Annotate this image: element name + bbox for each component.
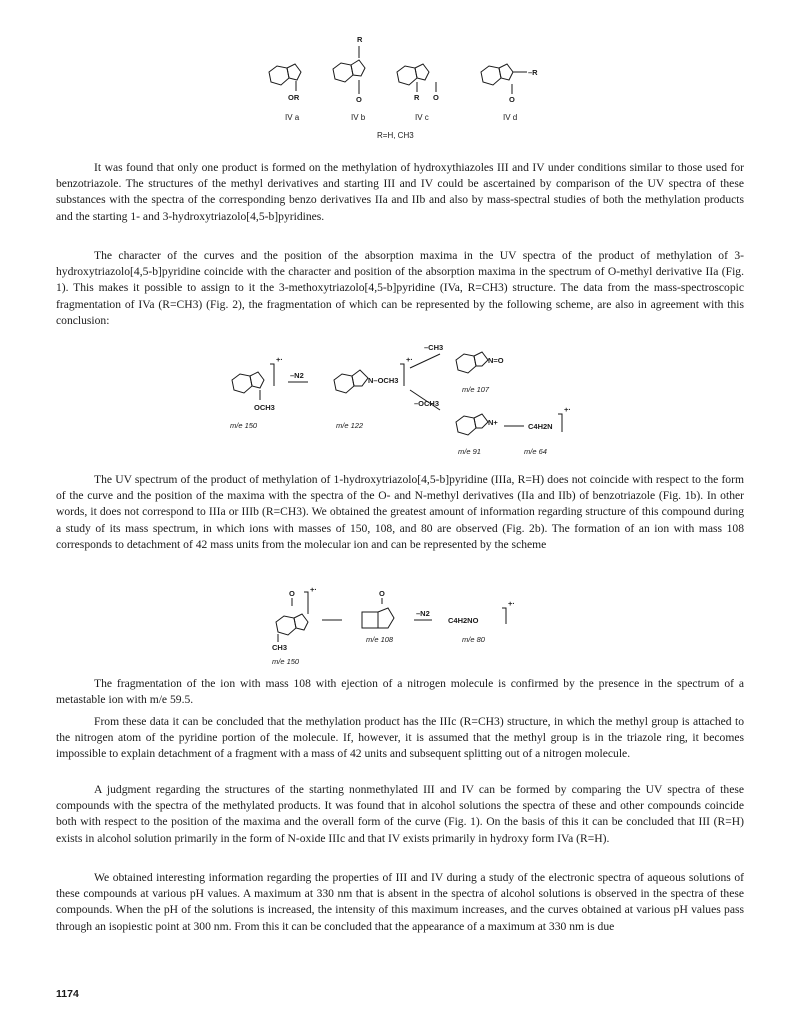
label-ivc: IV c xyxy=(415,113,429,122)
scheme2-o-text-1: O xyxy=(289,589,295,598)
scheme1-mz-91-label: m/e 91 xyxy=(458,447,481,456)
ivc-o-text: O xyxy=(433,93,439,102)
paragraph-2: The character of the curves and the position of the absorption maxima in the UV spectra of the product of methylation of 3-hydroxytriazolo[4,5-b]pyridine coincide with the character and position of the absorption maxima in the spectrum of O-methyl derivative IIa (Fig. 1). This makes it possible to assign to it the 3-methoxytriazolo[4,5-b]pyridine (IVa, R=CH3) structure. The data from the mass-spectroscopic fragmentation of IVa (R=CH3) (Fig. 2), the fragmentation of which can be represented by the following scheme, are also in agreement with this conclusion: xyxy=(56,249,744,327)
paragraph-7: We obtained interesting information regarding the properties of III and IV during a study of the electronic spectra of aqueous solutions of these compounds at various pH values. A maximum at 330 nm that is absent in the spectra of alcohol solutions is observed in the spectra of these compounds. When the pH of the solutions is increased, the intensity of this maximum increases, and the curves obtained at various pH values pass through an isopiestic point at 300 nm. From this it can be concluded that the appearance of a maximum at 330 nm is due xyxy=(56,871,744,933)
ivc-r-text: R xyxy=(414,93,420,102)
fragmentation-scheme-2 xyxy=(266,584,536,668)
scheme1-loss-ch3-text: –CH3 xyxy=(424,343,444,352)
structures-figure xyxy=(255,14,545,140)
scheme2-o-text-2: O xyxy=(379,589,385,598)
ivb-r-text: R xyxy=(357,35,363,44)
scheme1-och3-text: OCH3 xyxy=(254,403,275,412)
scheme2-radical-cation-2: +· xyxy=(508,599,515,608)
scheme-2-drawing xyxy=(266,584,536,668)
scheme2-radical-cation-1: +· xyxy=(310,585,317,594)
scheme1-mz-122-label: m/e 122 xyxy=(336,421,364,430)
page-number: 1174 xyxy=(56,988,79,1000)
ivd-r-text: –R xyxy=(528,68,538,77)
scheme1-mz-150-label: m/e 150 xyxy=(230,421,258,430)
scheme1-radical-cation-2: +· xyxy=(406,355,413,364)
fragmentation-scheme-1 xyxy=(224,340,584,458)
label-iva: IV a xyxy=(285,113,300,122)
paragraph-3: The UV spectrum of the product of methylation of 1-hydroxytriazolo[4,5-b]pyridine (IIIa, R=H) does not coincide with respect to the form of the curve and the position of the maxima with the spectra of the O- and N-methyl derivatives (IIa and IIb) of benzotriazole (Fig. 1b). In other words, it does not correspond to IIIa or IIIb (R=CH3). We obtained the greatest amount of information regarding structure of this compound during a study of its mass spectrum, in which ions with masses of 150, 108, and 80 are observed (Fig. 2b). The formation of an ion with mass 108 corresponds to detachment of 42 mass units from the molecular ion and can be represented by the scheme xyxy=(56,473,744,551)
scheme2-c4h2no-text: C4H2NO xyxy=(448,616,479,625)
label-ivb: IV b xyxy=(351,113,366,122)
scheme1-loss-n2-text: –N2 xyxy=(290,371,304,380)
scheme-1-drawing xyxy=(224,340,584,458)
scheme1-mz-64-label: m/e 64 xyxy=(524,447,547,456)
iva-or-text: OR xyxy=(288,93,300,102)
ivb-o-text: O xyxy=(356,95,362,104)
scheme1-c4h2n-text: C4H2N xyxy=(528,422,553,431)
scheme1-n-plus-text: N+ xyxy=(488,418,498,427)
scheme1-mz-107-label: m/e 107 xyxy=(462,385,490,394)
paragraph-4: The fragmentation of the ion with mass 108 with ejection of a nitrogen molecule is confirmed by the presence in the spectrum of a metastable ion with m/e 59.5. xyxy=(56,677,744,707)
paragraph-5: From these data it can be concluded that the methylation product has the IIIc (R=CH3) structure, in which the methyl group is attached to the nitrogen atom of the pyridine portion of the molecule. If, however, it is assumed that the methyl group is in the triazole ring, it becomes impossible to explain detachment of a fragment with a mass of 42 units and subsequent splitting out of a nitrogen molecule. xyxy=(56,715,744,761)
scheme1-radical-cation-3: +· xyxy=(564,405,571,414)
scheme2-mz-150-label: m/e 150 xyxy=(272,657,300,666)
scheme1-n-o-text: N=O xyxy=(488,356,504,365)
scheme1-radical-cation-1: +· xyxy=(276,355,283,364)
structures-caption: R=H, CH3 xyxy=(377,131,414,140)
scheme2-mz-108-label: m/e 108 xyxy=(366,635,394,644)
scheme2-mz-80-label: m/e 80 xyxy=(462,635,485,644)
structures-drawing xyxy=(255,14,545,140)
paragraph-1: It was found that only one product is formed on the methylation of hydroxythiazoles III and IV under conditions similar to those used for benzotriazole. The structures of the methyl derivatives and starting III and IV could be ascertained by comparison of the UV spectra of these substances with the spectra of the corresponding benzo derivatives IIa and IIb and also by mass-spectral studies of both the methylation products and the starting 1- and 3-hydroxytriazolo[4,5-b]pyridines. xyxy=(56,161,744,223)
ivd-o-text: O xyxy=(509,95,515,104)
label-ivd: IV d xyxy=(503,113,518,122)
scheme1-n-och3-text: N–OCH3 xyxy=(368,376,399,385)
scheme1-loss-och3-text: –OCH3 xyxy=(414,399,440,408)
scheme2-ch3-text: CH3 xyxy=(272,643,288,652)
paragraph-6: A judgment regarding the structures of the starting nonmethylated III and IV can be formed by comparing the UV spectra of these compounds with the spectra of the methylated products. It was found that in alcohol solutions the spectra of these and other compounds coincide both with respect to the position of the maxima and the overall form of the curve (Fig. 1). On the basis of this it can be concluded that III (R=H) exists in alcohol solution primarily in the form of N-oxide IIIc and that IV exists primarily in hydroxy form IVa (R=H). xyxy=(56,783,744,845)
scheme2-loss-n2-text: –N2 xyxy=(416,609,430,618)
